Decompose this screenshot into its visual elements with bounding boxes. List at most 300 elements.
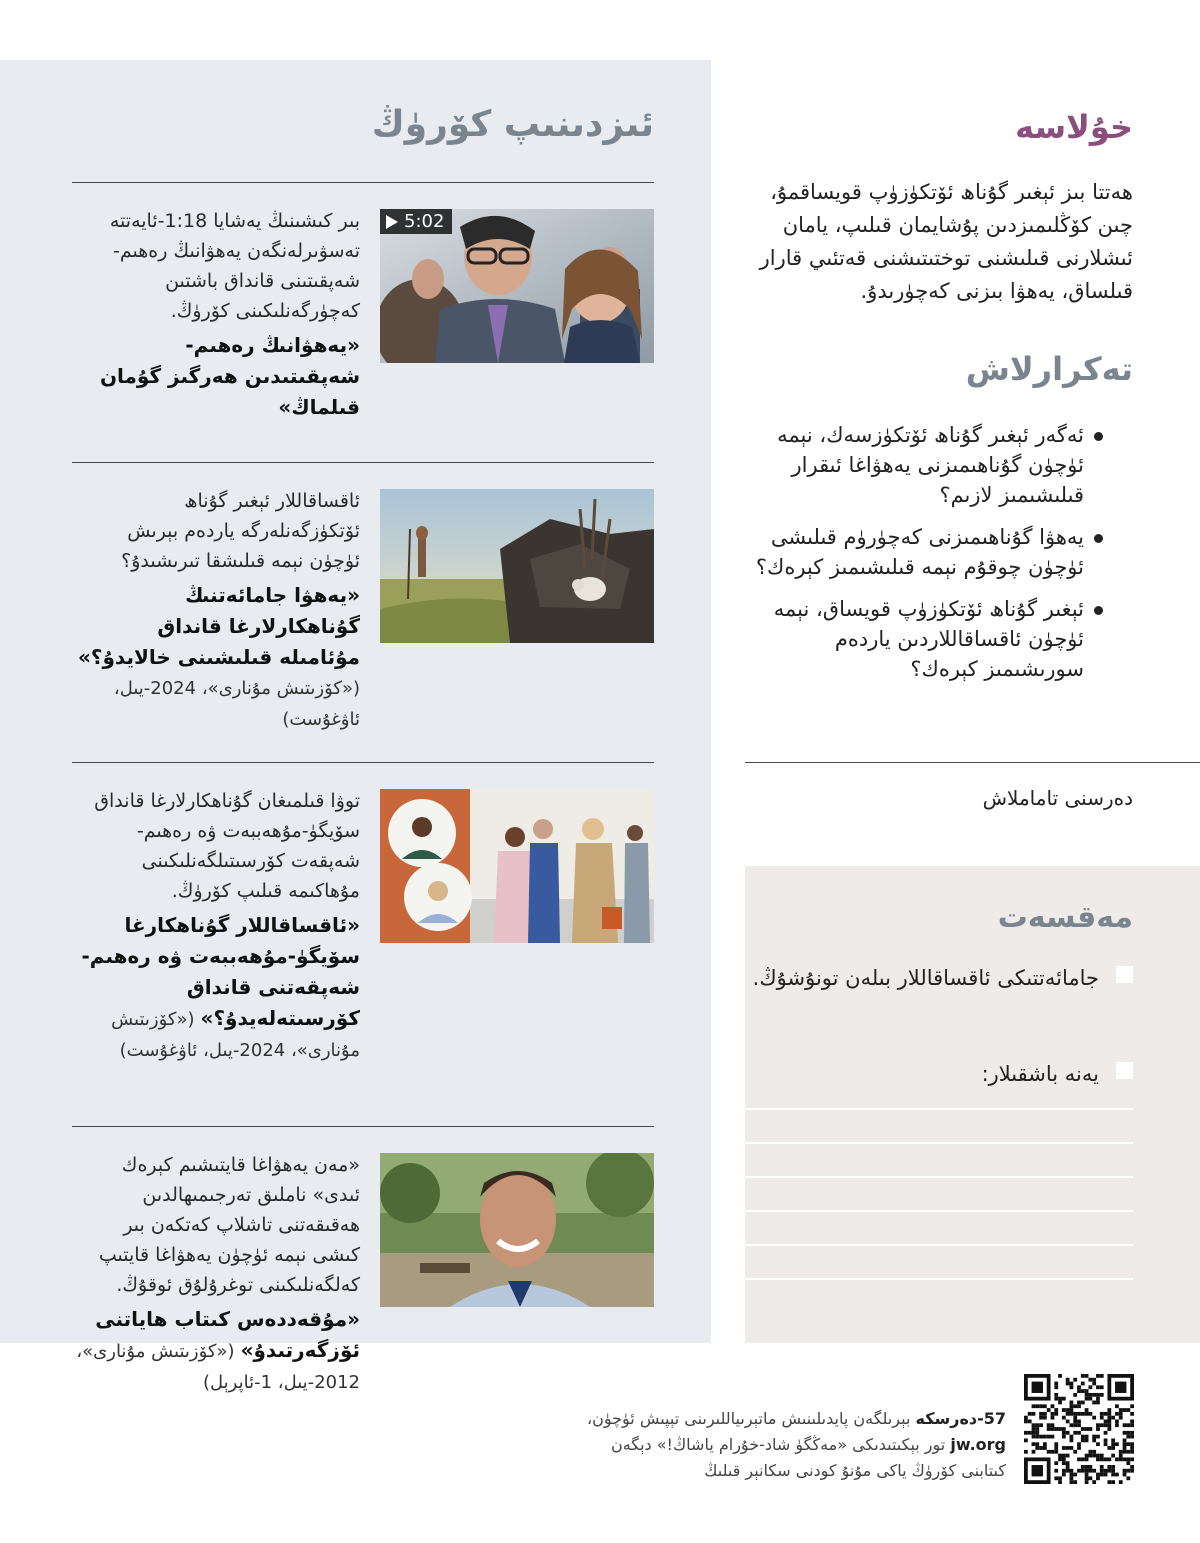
image-card-4: [380, 1153, 654, 1307]
card-description: ئاقساقاللار ئېغىر گۇناھ ئۆتكۈزگەنلەرگە ياردەم بېرىش ئۈچۈن نېمە قىلىشقا تىرىشىدۇ؟: [121, 490, 360, 572]
qr-module: [1073, 1420, 1077, 1424]
qr-module: [1039, 1446, 1043, 1450]
qr-module: [1126, 1457, 1130, 1461]
qr-module: [1104, 1423, 1108, 1427]
qr-module: [1058, 1454, 1062, 1458]
qr-module: [1088, 1427, 1092, 1431]
qr-module: [1096, 1442, 1100, 1446]
card-reference-title: «مۇقەددەس كىتاب ھاياتنى ئۆزگەرتىدۇ»: [95, 1307, 360, 1362]
qr-module: [1058, 1397, 1062, 1401]
qr-module: [1100, 1412, 1104, 1416]
footer-lesson: 57-دەرسكە: [915, 1409, 1006, 1428]
qr-module: [1024, 1438, 1028, 1442]
card-reference[interactable]: [72, 580, 360, 735]
qr-module: [1123, 1457, 1127, 1461]
qr-module: [1054, 1382, 1058, 1386]
qr-module: [1130, 1469, 1134, 1473]
qr-module: [1104, 1420, 1108, 1424]
qr-module: [1054, 1408, 1058, 1412]
qr-module: [1115, 1404, 1119, 1408]
card-description: «مەن يەھۋاغا قايتىشىم كېرەك ئىدى» ناملىق تەرجىمىھالدىن ھەقىقەتنى تاشلاپ كەتكەن بىر كىشى نېمە ئۈچۈن يەھۋاغا قايتىپ كەلگەنلىكىنى توغرۇلۇق ئوقۇڭ.: [98, 1154, 360, 1296]
qr-module: [1077, 1385, 1081, 1389]
qr-module: [1104, 1473, 1108, 1477]
qr-module: [1126, 1476, 1130, 1480]
qr-module: [1107, 1457, 1111, 1461]
qr-module: [1130, 1442, 1134, 1446]
qr-module: [1077, 1431, 1081, 1435]
qr-module: [1088, 1385, 1092, 1389]
card-reference-source: («كۆزىتىش مۇنارى»، 2024-يىل، ئاۋغۇست): [113, 678, 360, 730]
qr-code-icon[interactable]: [1024, 1374, 1134, 1484]
qr-module: [1111, 1446, 1115, 1450]
qr-module: [1092, 1480, 1096, 1484]
qr-module: [1066, 1446, 1070, 1450]
qr-module: [1073, 1423, 1077, 1427]
qr-module: [1066, 1412, 1070, 1416]
qr-module: [1111, 1469, 1115, 1473]
qr-module: [1066, 1454, 1070, 1458]
qr-module: [1073, 1473, 1077, 1477]
card-divider: [72, 182, 654, 183]
summary-text: ھەتتا بىز ئېغىر گۇناھ ئۆتكۈزۈپ قويساقمۇ، چىن كۆڭلىمىزدىن پۇشايمان قىلىپ، يامان ئىشلارنى قىلىشنى توختىتىشنى قەتئىي قارار قىلساق، يەھۋا بىزنى كەچۈرىدۇ.: [759, 180, 1133, 303]
qr-module: [1070, 1408, 1074, 1412]
qr-module: [1123, 1431, 1127, 1435]
qr-module: [1070, 1423, 1074, 1427]
qr-module: [1130, 1435, 1134, 1439]
qr-module: [1051, 1435, 1055, 1439]
image-card-3: [380, 789, 654, 943]
qr-module: [1092, 1393, 1096, 1397]
qr-module: [1107, 1469, 1111, 1473]
qr-module: [1062, 1446, 1066, 1450]
card-reference[interactable]: [72, 910, 360, 1066]
footer-line3: كىتابنى كۆرۈڭ ياكى مۇنۇ كودنى سكانېر قىلىڭ: [704, 1461, 1006, 1480]
qr-module: [1081, 1438, 1085, 1442]
qr-module: [1096, 1423, 1100, 1427]
qr-module: [1092, 1435, 1096, 1439]
qr-module: [1107, 1412, 1111, 1416]
qr-module: [1032, 1427, 1036, 1431]
qr-module: [1107, 1408, 1111, 1412]
qr-module: [1070, 1385, 1074, 1389]
qr-module: [1073, 1416, 1077, 1420]
qr-module: [1066, 1465, 1070, 1469]
qr-module: [1035, 1423, 1039, 1427]
qr-module: [1043, 1404, 1047, 1408]
card-divider: [72, 1126, 654, 1127]
qr-module: [1092, 1416, 1096, 1420]
qr-module: [1073, 1412, 1077, 1416]
qr-module: [1070, 1476, 1074, 1480]
qr-module: [1126, 1469, 1130, 1473]
qr-module: [1054, 1461, 1058, 1465]
qr-module: [1092, 1450, 1096, 1454]
card-reference[interactable]: [72, 1304, 360, 1398]
goal-item[interactable]: [745, 1058, 1133, 1090]
qr-module: [1088, 1450, 1092, 1454]
qr-module: [1107, 1423, 1111, 1427]
qr-module: [1043, 1435, 1047, 1439]
qr-module: [1088, 1393, 1092, 1397]
qr-module: [1085, 1389, 1089, 1393]
qr-module: [1077, 1457, 1081, 1461]
qr-module: [1107, 1446, 1111, 1450]
qr-module: [1096, 1454, 1100, 1458]
qr-module: [1035, 1431, 1039, 1435]
writing-line[interactable]: [745, 1108, 1133, 1110]
writing-line[interactable]: [745, 1210, 1133, 1212]
qr-module: [1070, 1404, 1074, 1408]
qr-module: [1039, 1423, 1043, 1427]
qr-module: [1066, 1382, 1070, 1386]
qr-module: [1051, 1427, 1055, 1431]
qr-module: [1073, 1480, 1077, 1484]
qr-module: [1058, 1480, 1062, 1484]
qr-module: [1096, 1476, 1100, 1480]
qr-module: [1119, 1454, 1123, 1458]
qr-module: [1039, 1416, 1043, 1420]
qr-module: [1085, 1435, 1089, 1439]
qr-module: [1081, 1374, 1085, 1378]
qr-module: [1066, 1469, 1070, 1473]
qr-finder: [1032, 1465, 1043, 1476]
summary-title: خۇلاسە: [1015, 108, 1133, 146]
section-divider: [745, 762, 1200, 763]
qr-module: [1085, 1393, 1089, 1397]
qr-module: [1104, 1431, 1108, 1435]
qr-module: [1088, 1476, 1092, 1480]
qr-module: [1100, 1457, 1104, 1461]
qr-module: [1062, 1457, 1066, 1461]
qr-module: [1107, 1427, 1111, 1431]
qr-module: [1032, 1423, 1036, 1427]
card-reference-source: («كۆزىتىش مۇنارى»، 2024-يىل، ئاۋغۇست): [111, 1009, 360, 1061]
qr-module: [1058, 1374, 1062, 1378]
qr-module: [1130, 1412, 1134, 1416]
card-reference-title: «ئاقساقاللار گۇناھكارغا سۆيگۈ-مۇھەببەت ۋە رەھىم-شەپقەتنى قانداق كۆرسىتەلەيدۇ؟»: [81, 913, 360, 1030]
qr-module: [1024, 1416, 1028, 1420]
qr-module: [1088, 1454, 1092, 1458]
qr-module: [1054, 1469, 1058, 1473]
qr-module: [1130, 1404, 1134, 1408]
shepherd-illustration: [380, 489, 654, 643]
qr-module: [1073, 1404, 1077, 1408]
qr-module: [1066, 1408, 1070, 1412]
review-question: ئەگەر ئېغىر گۇناھ ئۆتكۈزسەك، نېمە ئۈچۈن گۇناھىمىزنى يەھۋاغا ئىقرار قىلىشىمىز لازىم؟: [745, 420, 1133, 510]
qr-module: [1119, 1450, 1123, 1454]
qr-module: [1054, 1476, 1058, 1480]
qr-module: [1123, 1450, 1127, 1454]
qr-module: [1081, 1427, 1085, 1431]
writing-line[interactable]: [745, 1278, 1133, 1280]
qr-module: [1047, 1408, 1051, 1412]
qr-module: [1104, 1412, 1108, 1416]
qr-module: [1043, 1412, 1047, 1416]
card-description: بىر كىشىنىڭ يەشايا 1:18-ئايەتتە تەسۋىرلەنگەن يەھۋانىڭ رەھىم-شەپقىتىنى قانداق باشتىن كەچۈرگەنلىكىنى كۆرۈڭ.: [109, 210, 360, 322]
qr-module: [1104, 1438, 1108, 1442]
qr-module: [1088, 1378, 1092, 1382]
qr-module: [1085, 1374, 1089, 1378]
qr-module: [1043, 1446, 1047, 1450]
qr-module: [1126, 1408, 1130, 1412]
qr-module: [1077, 1389, 1081, 1393]
qr-module: [1051, 1412, 1055, 1416]
card-text-1: [72, 206, 360, 423]
card-divider: [72, 462, 654, 463]
qr-module: [1035, 1427, 1039, 1431]
qr-module: [1107, 1480, 1111, 1484]
qr-module: [1043, 1442, 1047, 1446]
qr-module: [1051, 1416, 1055, 1420]
qr-module: [1035, 1446, 1039, 1450]
qr-module: [1066, 1431, 1070, 1435]
qr-module: [1092, 1401, 1096, 1405]
card-divider: [72, 762, 654, 763]
qr-module: [1062, 1416, 1066, 1420]
qr-module: [1073, 1431, 1077, 1435]
qr-module: [1111, 1442, 1115, 1446]
qr-module: [1123, 1469, 1127, 1473]
qr-module: [1054, 1385, 1058, 1389]
qr-module: [1058, 1476, 1062, 1480]
qr-module: [1028, 1431, 1032, 1435]
qr-module: [1100, 1465, 1104, 1469]
card-reference-title: «يەھۋا جامائەتنىڭ گۇناھكارلارغا قانداق مۇئامىلە قىلىشىنى خالايدۇ؟»: [77, 583, 360, 669]
qr-module: [1130, 1465, 1134, 1469]
qr-module: [1126, 1431, 1130, 1435]
qr-module: [1130, 1450, 1134, 1454]
qr-module: [1024, 1431, 1028, 1435]
qr-module: [1077, 1423, 1081, 1427]
explore-title: ئىزدىنىپ كۆرۈڭ: [371, 104, 654, 145]
qr-module: [1130, 1431, 1134, 1435]
qr-module: [1085, 1476, 1089, 1480]
qr-module: [1062, 1461, 1066, 1465]
qr-module: [1062, 1469, 1066, 1473]
qr-module: [1119, 1480, 1123, 1484]
qr-module: [1111, 1480, 1115, 1484]
qr-module: [1096, 1427, 1100, 1431]
footer-site-link[interactable]: jw.org: [950, 1435, 1006, 1454]
goal-checkbox[interactable]: [1116, 966, 1133, 983]
qr-module: [1119, 1408, 1123, 1412]
qr-module: [1070, 1412, 1074, 1416]
qr-module: [1077, 1401, 1081, 1405]
footer-line2: تور بېكىتىدىكى «مەڭگۈ شاد-خۇرام ياشاڭ!» دېگەن: [610, 1435, 951, 1454]
qr-module: [1100, 1469, 1104, 1473]
writing-line[interactable]: [745, 1142, 1133, 1144]
qr-module: [1058, 1457, 1062, 1461]
qr-module: [1096, 1385, 1100, 1389]
qr-module: [1123, 1423, 1127, 1427]
qr-module: [1062, 1454, 1066, 1458]
video-thumbnail-card-1[interactable]: [380, 209, 654, 363]
qr-module: [1081, 1457, 1085, 1461]
qr-module: [1066, 1378, 1070, 1382]
qr-module: [1123, 1442, 1127, 1446]
review-title: تەكرارلاش: [965, 350, 1133, 388]
play-icon: [386, 215, 398, 229]
qr-module: [1062, 1431, 1066, 1435]
qr-module: [1054, 1393, 1058, 1397]
qr-module: [1119, 1412, 1123, 1416]
qr-module: [1058, 1427, 1062, 1431]
qr-module: [1070, 1473, 1074, 1477]
qr-module: [1085, 1408, 1089, 1412]
qr-module: [1130, 1420, 1134, 1424]
qr-module: [1100, 1393, 1104, 1397]
qr-module: [1100, 1385, 1104, 1389]
qr-module: [1115, 1423, 1119, 1427]
qr-module: [1035, 1442, 1039, 1446]
qr-module: [1085, 1454, 1089, 1458]
qr-module: [1032, 1404, 1036, 1408]
video-duration: 5:02: [404, 211, 445, 232]
qr-module: [1115, 1442, 1119, 1446]
qr-module: [1032, 1435, 1036, 1439]
card-description: توۋا قىلمىغان گۇناھكارلارغا قانداق سۆيگۈ-مۇھەببەت ۋە رەھىم-شەپقەت كۆرسىتىلگەنلىكىنى مۇھاكىمە قىلىپ كۆرۈڭ.: [94, 790, 360, 902]
qr-module: [1123, 1408, 1127, 1412]
lesson-complete-label: دەرسنى تاماملاش: [982, 786, 1133, 810]
card-text-4: [72, 1150, 360, 1398]
qr-module: [1085, 1457, 1089, 1461]
qr-module: [1047, 1450, 1051, 1454]
review-question: ئېغىر گۇناھ ئۆتكۈزۈپ قويساق، نېمە ئۈچۈن ئاقساقاللاردىن ياردەم سورىشىمىز كېرەك؟: [745, 594, 1133, 684]
goal-item-label: جامائەتتىكى ئاقساقاللار بىلەن تونۇشۇڭ.: [752, 966, 1099, 990]
qr-module: [1092, 1469, 1096, 1473]
qr-module: [1088, 1412, 1092, 1416]
qr-module: [1096, 1401, 1100, 1405]
qr-module: [1130, 1457, 1134, 1461]
qr-module: [1088, 1465, 1092, 1469]
video-duration-badge: [380, 209, 452, 234]
qr-module: [1054, 1446, 1058, 1450]
qr-module: [1092, 1378, 1096, 1382]
qr-module: [1107, 1420, 1111, 1424]
qr-module: [1070, 1480, 1074, 1484]
writing-line[interactable]: [745, 1176, 1133, 1178]
qr-module: [1043, 1416, 1047, 1420]
qr-module: [1130, 1446, 1134, 1450]
qr-module: [1081, 1389, 1085, 1393]
footer-reference: [540, 1406, 1006, 1484]
qr-module: [1070, 1401, 1074, 1405]
qr-module: [1062, 1397, 1066, 1401]
qr-module: [1111, 1416, 1115, 1420]
qr-module: [1092, 1454, 1096, 1458]
qr-module: [1062, 1473, 1066, 1477]
qr-module: [1123, 1446, 1127, 1450]
qr-module: [1077, 1442, 1081, 1446]
qr-finder: [1115, 1382, 1126, 1393]
qr-module: [1081, 1412, 1085, 1416]
qr-module: [1028, 1420, 1032, 1424]
qr-module: [1126, 1442, 1130, 1446]
qr-module: [1073, 1378, 1077, 1382]
qr-module: [1126, 1435, 1130, 1439]
qr-module: [1096, 1473, 1100, 1477]
qr-module: [1073, 1393, 1077, 1397]
review-question: يەھۋا گۇناھىمىزنى كەچۈرۈم قىلىشى ئۈچۈن چوقۇم نېمە قىلىشىمىز كېرەك؟: [745, 522, 1133, 582]
qr-module: [1100, 1423, 1104, 1427]
qr-module: [1039, 1412, 1043, 1416]
qr-module: [1085, 1465, 1089, 1469]
goal-checkbox[interactable]: [1116, 1062, 1133, 1079]
goal-panel: [745, 866, 1200, 1343]
qr-module: [1115, 1457, 1119, 1461]
footer-line1: بېرىلگەن پايدىلىنىش ماتېرىياللىرىنى تېپىش ئۈچۈن،: [586, 1409, 916, 1428]
qr-module: [1051, 1404, 1055, 1408]
qr-module: [1051, 1450, 1055, 1454]
qr-module: [1024, 1450, 1028, 1454]
writing-line[interactable]: [745, 1244, 1133, 1246]
qr-module: [1054, 1450, 1058, 1454]
goal-item-label: يەنە باشقىلار:: [981, 1062, 1099, 1086]
qr-module: [1119, 1416, 1123, 1420]
qr-code-graphic: [1024, 1374, 1134, 1484]
qr-module: [1077, 1446, 1081, 1450]
card-reference-title: «يەھۋانىڭ رەھىم-شەپقىتىدىن ھەرگىز گۇمان قىلماڭ»: [99, 333, 360, 419]
goal-item[interactable]: [745, 962, 1133, 994]
qr-finder: [1032, 1382, 1043, 1393]
qr-module: [1100, 1374, 1104, 1378]
qr-module: [1123, 1438, 1127, 1442]
card-reference-source: («كۆزىتىش مۇنارى»، 2012-يىل، 1-ئاپرېل): [76, 1341, 360, 1393]
qr-module: [1104, 1442, 1108, 1446]
qr-module: [1070, 1435, 1074, 1439]
qr-module: [1081, 1465, 1085, 1469]
qr-module: [1081, 1382, 1085, 1386]
qr-module: [1070, 1446, 1074, 1450]
qr-module: [1096, 1397, 1100, 1401]
qr-module: [1126, 1461, 1130, 1465]
qr-module: [1104, 1469, 1108, 1473]
qr-module: [1070, 1382, 1074, 1386]
qr-module: [1123, 1473, 1127, 1477]
qr-module: [1047, 1427, 1051, 1431]
qr-module: [1096, 1435, 1100, 1439]
qr-module: [1077, 1469, 1081, 1473]
qr-module: [1054, 1442, 1058, 1446]
qr-module: [1085, 1438, 1089, 1442]
qr-module: [1085, 1412, 1089, 1416]
qr-module: [1085, 1480, 1089, 1484]
qr-module: [1107, 1416, 1111, 1420]
qr-module: [1085, 1473, 1089, 1477]
qr-module: [1066, 1420, 1070, 1424]
qr-module: [1088, 1397, 1092, 1401]
qr-module: [1081, 1435, 1085, 1439]
qr-module: [1096, 1393, 1100, 1397]
qr-module: [1035, 1404, 1039, 1408]
qr-module: [1081, 1469, 1085, 1473]
image-card-2: [380, 489, 654, 643]
qr-module: [1032, 1442, 1036, 1446]
qr-module: [1054, 1427, 1058, 1431]
qr-module: [1130, 1423, 1134, 1427]
qr-module: [1119, 1457, 1123, 1461]
qr-module: [1073, 1450, 1077, 1454]
review-list: [745, 420, 1133, 696]
qr-module: [1032, 1431, 1036, 1435]
qr-module: [1081, 1401, 1085, 1405]
qr-module: [1104, 1457, 1108, 1461]
qr-module: [1111, 1473, 1115, 1477]
qr-module: [1092, 1438, 1096, 1442]
qr-module: [1100, 1454, 1104, 1458]
card-reference[interactable]: [72, 330, 360, 423]
qr-module: [1062, 1435, 1066, 1439]
